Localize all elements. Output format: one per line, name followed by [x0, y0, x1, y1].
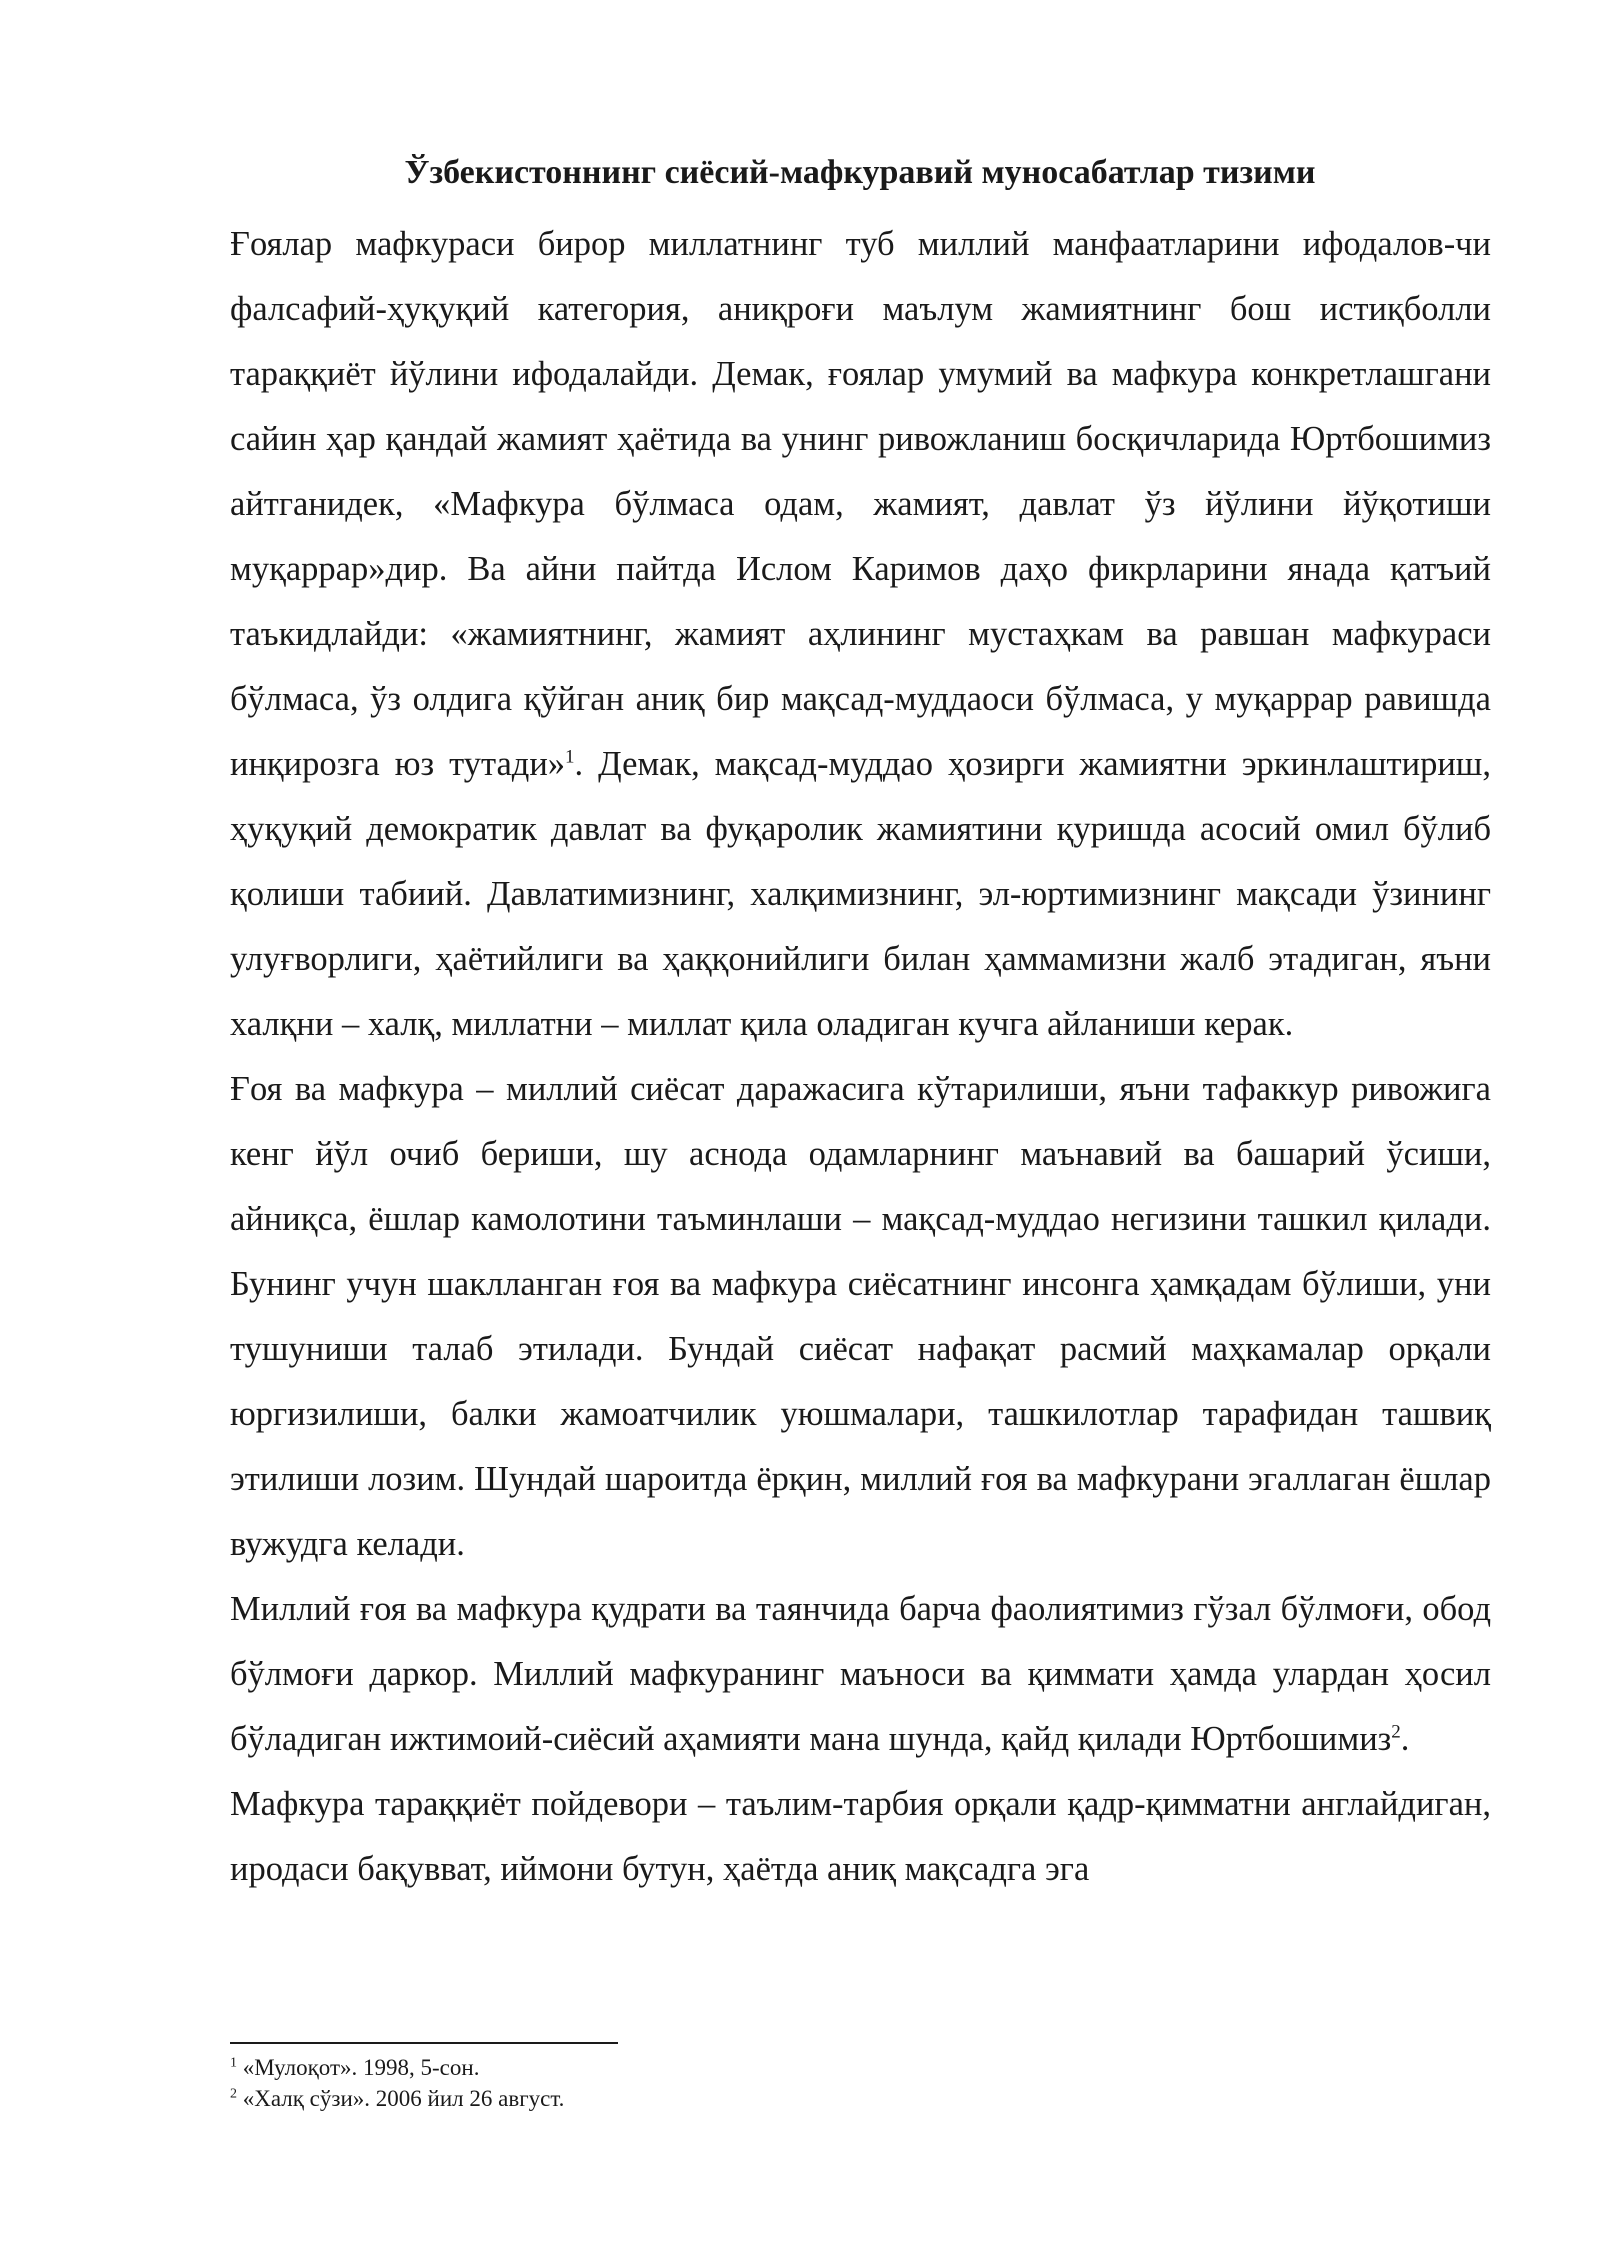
paragraph-text: Миллий ғоя ва мафкура қудрати ва таянчида барча фаолиятимиз гўзал бўлмоғи, обод бўлмоғи даркор. Миллий мафкуранинг маъноси ва қиммати ҳамда улардан ҳосил бўладиган ижтимоий-сиёсий аҳамияти мана шунда, қайд қилади Юртбошимиз: [230, 1590, 1491, 1758]
document-body: [230, 212, 1491, 1902]
footnote-separator: [230, 2042, 618, 2044]
paragraph-1: [230, 212, 1491, 1057]
paragraph-text-continued: .: [1400, 1720, 1410, 1758]
paragraph-text: Мафкура тараққиёт пойдевори – таълим-тарбия орқали қадр-қимматни англайдиган, иродаси бақувват, иймони бутун, ҳаётда аниқ мақсадга эга: [230, 1785, 1491, 1888]
paragraph-text-continued: . Демак, мақсад-муддао ҳозирги жамиятни эркинлаштириш, ҳуқуқий демократик давлат ва фуқаролик жамиятини қуришда асосий омил бўлиб қолиши табиий. Давлатимизнинг, халқимизнинг, эл-юртимизнинг мақсади ўзининг улуғворлиги, ҳаётийлиги ва ҳаққонийлиги билан ҳаммамизни жалб этадиган, яъни халқни – халқ, миллатни – миллат қила оладиган кучга айланиши керак.: [230, 745, 1492, 1043]
footnote-ref-2: 2: [1391, 1721, 1401, 1743]
footnote-number: 1: [230, 2055, 237, 2071]
footnote-text: «Халқ сўзи». 2006 йил 26 август.: [237, 2086, 565, 2111]
document-title: Ўзбекистоннинг сиёсий-мафкуравий муносабатлар тизими: [404, 154, 1316, 191]
footnote-ref-1: 1: [565, 746, 575, 768]
paragraph-3: [230, 1577, 1491, 1772]
paragraph-2: [230, 1057, 1491, 1577]
paragraph-4: [230, 1772, 1491, 1902]
footnote-2: [230, 2083, 1490, 2114]
paragraph-text: Ғоя ва мафкура – миллий сиёсат даражасига кўтарилиши, яъни тафаккур ривожига кенг йўл очиб бериши, шу аснода одамларнинг маънавий ва башарий ўсиши, айниқса, ёшлар камолотини таъминлаши – мақсад-муддао негизини ташкил қилади. Бунинг учун шаклланган ғоя ва мафкура сиёсатнинг инсонга ҳамқадам бўлиши, уни тушуниши талаб этилади. Бундай сиёсат нафақат расмий маҳкамалар орқали юргизилиши, балки жамоатчилик уюшмалари, ташкилотлар тарафидан ташвиқ этилиши лозим. Шундай шароитда ёрқин, миллий ғоя ва мафкурани эгаллаган ёшлар вужудга келади.: [230, 1070, 1491, 1563]
footnote-number: 2: [230, 2086, 237, 2102]
footnote-1: [230, 2052, 1490, 2083]
paragraph-text: Ғоялар мафкураси бирор миллатнинг туб миллий манфаатларини ифодалов-чи фалсафий-ҳуқуқий категория, аниқроғи маълум жамиятнинг бош истиқболли тараққиёт йўлини ифодалайди. Демак, ғоялар умумий ва мафкура конкретлашгани сайин ҳар қандай жамият ҳаётида ва унинг ривожланиш босқичларида Юртбошимиз айтганидек, «Мафкура бўлмаса одам, жамият, давлат ўз йўлини йўқотиши муқаррар»дир. Ва айни пайтда Ислом Каримов даҳо фикрларини янада қатъий таъкидлайди: «жамиятнинг, жамият аҳлининг мустаҳкам ва равшан мафкураси бўлмаса, ўз олдига қўйган аниқ бир мақсад-муддаоси бўлмаса, у муқаррар равишда инқирозга юз тутади»: [230, 225, 1491, 783]
footnotes: [230, 2052, 1490, 2114]
footnote-text: «Мулоқот». 1998, 5-сон.: [237, 2055, 480, 2080]
